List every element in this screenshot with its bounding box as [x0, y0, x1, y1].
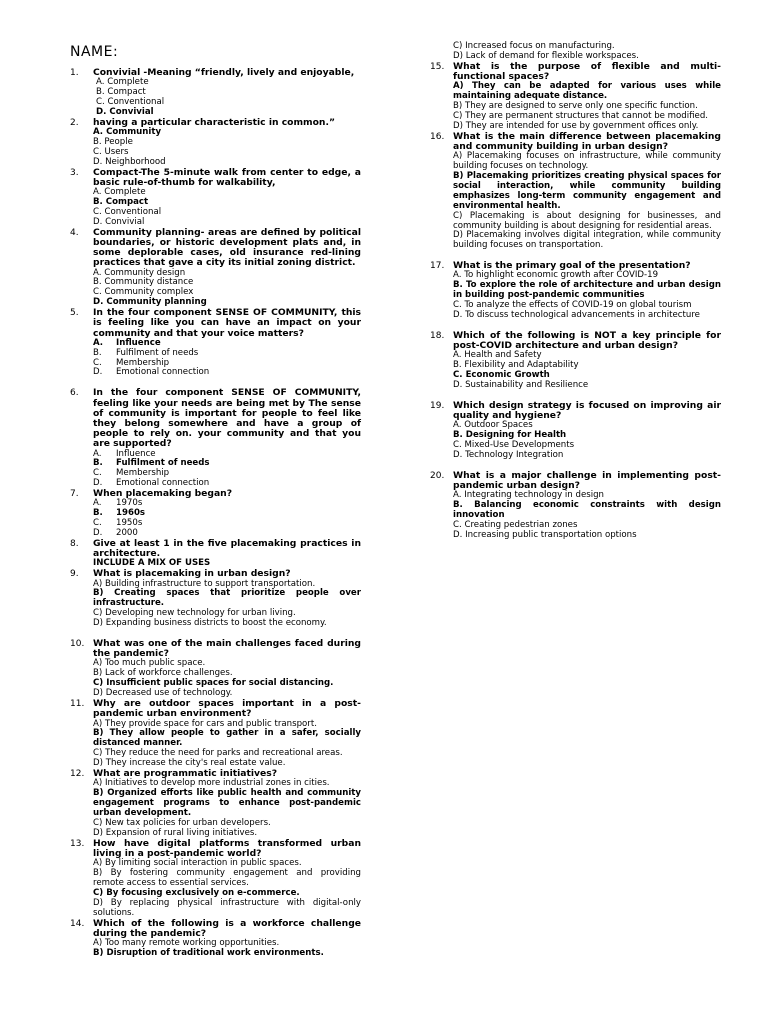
option-text: 1950s: [116, 518, 143, 529]
question-item: [70, 919, 361, 959]
answer-option: D. Sustainability and Resilience: [453, 380, 589, 391]
question-item: [430, 331, 721, 391]
answer-option: A) Placemaking focuses on infrastructure, while community building focuses on technology.: [453, 151, 721, 172]
answer-option: A. Complete: [93, 187, 146, 198]
question-text: What was one of the main challenges faced during the pandemic?: [93, 638, 361, 660]
question-number: 18.: [430, 330, 445, 341]
answer-option: B) They allow people to gather in a safer, socially distanced manner.: [93, 728, 361, 749]
answer-option: D) They are intended for use by government offices only.: [453, 120, 699, 131]
question-item: [70, 569, 361, 629]
answer-option: A) Initiatives to develop more industrial zones in cities.: [93, 778, 330, 789]
question-item: [70, 388, 361, 489]
answer-option: INCLUDE A MIX OF USES: [93, 558, 211, 569]
answer-option: B. Balancing economic constraints with design innovation: [453, 500, 721, 521]
answer-option: B. Community distance: [93, 277, 194, 288]
answer-option: D. Convivial: [93, 216, 145, 227]
question-number: 1.: [70, 68, 79, 78]
question-number: 10.: [70, 639, 85, 650]
question-text: Convivial -Meaning “friendly, lively and enjoyable,: [93, 67, 355, 78]
option-letter: C.: [93, 468, 102, 479]
question-text: Which of the following is a workforce challenge during the pandemic?: [93, 917, 361, 939]
answer-option: C) Developing new technology for urban living.: [93, 608, 296, 619]
answer-option: A) By limiting social interaction in public spaces.: [93, 858, 302, 869]
question-number: 8.: [70, 539, 79, 550]
question-item: [70, 68, 361, 118]
question-number: 20.: [430, 471, 445, 482]
answer-option: C) Increased focus on manufacturing.: [453, 41, 615, 51]
answer-option: A. Health and Safety: [453, 350, 542, 361]
question-item: [430, 401, 721, 461]
question-number: 15.: [430, 61, 445, 72]
answer-option: A) Building infrastructure to support transportation.: [93, 578, 316, 589]
answer-option: B) By fostering community engagement and providing remote access to essential services.: [93, 868, 361, 888]
answer-option: [93, 368, 361, 378]
option-text: Influence: [116, 448, 156, 459]
question-number: 19.: [430, 400, 445, 411]
answer-option: D) They increase the city's real estate value.: [93, 758, 286, 769]
answer-option: A. Integrating technology in design: [453, 490, 604, 501]
answer-option: A. Community: [93, 127, 162, 138]
question-item: [70, 699, 361, 769]
answer-option: B. To explore the role of architecture and urban design in building post-pandemic communities: [453, 280, 721, 301]
question-item: [430, 261, 721, 321]
option-letter: B.: [93, 458, 103, 469]
answer-option: D) Lack of demand for flexible workspaces.: [453, 50, 639, 61]
question-text: What is placemaking in urban design?: [93, 568, 291, 580]
question-item: [70, 228, 361, 308]
question-number: 5.: [70, 308, 79, 319]
answer-option: C) They are permanent structures that cannot be modified.: [453, 110, 709, 121]
question-item: [70, 839, 361, 919]
question-number: 13.: [70, 838, 85, 849]
page-title: NAME:: [70, 44, 119, 60]
answer-option: B. Designing for Health: [453, 430, 567, 441]
answer-option: A) They can be adapted for various uses while maintaining adequate distance.: [453, 81, 721, 102]
answer-option: C. Economic Growth: [453, 370, 550, 381]
answer-option: D. Increasing public transportation options: [453, 530, 637, 541]
option-letter: C.: [93, 518, 102, 529]
option-letter: A.: [93, 337, 104, 348]
option-text: 2000: [116, 528, 138, 539]
answer-option: C. Community complex: [93, 287, 194, 298]
answer-option: B. People: [93, 136, 133, 147]
answer-option: B. Compact: [96, 87, 146, 98]
answer-option: C. To analyze the effects of COVID-19 on global tourism: [453, 300, 692, 311]
question-item: [430, 62, 721, 132]
option-letter: D.: [93, 367, 103, 378]
question-number: 7.: [70, 489, 79, 500]
answer-option: A. Community design: [93, 267, 186, 278]
question-text: How have digital platforms transformed urban living in a post-pandemic world?: [93, 837, 361, 859]
option-text: Emotional connection: [116, 367, 210, 378]
question-item: [70, 539, 361, 569]
answer-option: C. Conventional: [96, 97, 165, 108]
question-number: 3.: [70, 167, 79, 178]
option-text: Membership: [116, 357, 170, 368]
answer-option: B) Lack of workforce challenges.: [93, 668, 233, 679]
question-number: 2.: [70, 117, 79, 128]
question-text: Community planning- areas are defined by political boundaries, or historic development plats and, in some deplorable cases, old insurance red-lining practices that gave a city its initial zoning district.: [93, 226, 361, 269]
question-item: [430, 132, 721, 251]
option-letter: B.: [93, 347, 102, 358]
question-item: [70, 168, 361, 228]
question-text: Which of the following is NOT a key principle for post-COVID architecture and urban design?: [453, 329, 721, 352]
question-item: [70, 308, 361, 378]
question-number: 16.: [430, 131, 445, 142]
question-number: 9.: [70, 569, 79, 580]
question-text: In the four component SENSE OF COMMUNITY, this is feeling like you can have an impact on your community and that your voice matters?: [93, 307, 361, 339]
question-text: Which design strategy is focused on improving air quality and hygiene?: [453, 399, 721, 422]
question-number: 12.: [70, 769, 85, 780]
answer-option: D) Expanding business districts to boost the economy.: [93, 618, 327, 629]
question-item: [70, 489, 361, 539]
answer-option: C. Conventional: [93, 206, 162, 217]
answer-option: B) Creating spaces that prioritize people over infrastructure.: [93, 588, 361, 609]
option-text: Fulfilment of needs: [116, 458, 210, 469]
answer-option: C. Users: [93, 146, 129, 157]
answer-option: B) Placemaking prioritizes creating physical spaces for social interaction, while community building emphasizes long-term community engagement and environmental health.: [453, 170, 721, 211]
answer-option: D. Technology Integration: [453, 450, 564, 461]
option-text: Membership: [116, 468, 170, 479]
question-text: In the four component SENSE OF COMMUNITY, feeling like your needs are being met by The sense of community is important for people to feel like they belong somewhere and have a group of people to rely on. your community and that you are supported?: [93, 387, 361, 450]
option-letter: D.: [93, 478, 103, 489]
answer-option: B) Disruption of traditional work environments.: [93, 947, 324, 958]
answer-option: D) Decreased use of technology.: [93, 688, 233, 699]
option-text: 1960s: [116, 508, 146, 519]
option-text: 1970s: [116, 498, 143, 509]
question-text: Give at least 1 in the five placemaking practices in architecture.: [93, 538, 361, 560]
answer-option: D. Convivial: [96, 106, 154, 117]
option-letter: D.: [93, 528, 103, 539]
answer-option: D. To discuss technological advancements in architecture: [453, 310, 700, 321]
question-text: What is the purpose of flexible and multi-functional spaces?: [453, 60, 721, 83]
answer-option: D. Neighborhood: [93, 156, 166, 167]
option-letter: C.: [93, 357, 102, 368]
answer-option: D) Placemaking involves digital integration, while community building focuses on transportation.: [453, 230, 721, 251]
answer-option: A. To highlight economic growth after COVID-19: [453, 270, 659, 281]
option-text: Fulfilment of needs: [116, 347, 199, 358]
answer-option: D. Community planning: [93, 297, 207, 308]
question-text: Compact-The 5-minute walk from center to edge, a basic rule-of-thumb for walkability,: [93, 166, 361, 188]
question-item: [430, 471, 721, 541]
answer-option: C. Creating pedestrian zones: [453, 520, 578, 531]
answer-option: C) New tax policies for urban developers.: [93, 817, 271, 828]
question-number: 17.: [430, 261, 445, 272]
question-text: What is the primary goal of the presentation?: [453, 260, 691, 272]
question-text: Why are outdoor spaces important in a post-pandemic urban environment?: [93, 698, 361, 720]
right-column: [430, 42, 721, 541]
answer-option: B. Compact: [93, 196, 149, 207]
answer-option: A) They provide space for cars and public transport.: [93, 718, 317, 729]
question-text: What is the main difference between placemaking and community building in urban design?: [453, 130, 721, 152]
question-item: [70, 769, 361, 839]
answer-option: A. Outdoor Spaces: [453, 420, 533, 431]
left-column: [70, 68, 361, 959]
answer-option: A) Too many remote working opportunities.: [93, 937, 280, 948]
question-number: 14.: [70, 918, 85, 929]
option-letter: B.: [93, 508, 103, 519]
question-item: [70, 639, 361, 699]
question-number: 4.: [70, 227, 79, 238]
option-letter: A.: [93, 498, 102, 509]
answer-option: B) Organized efforts like public health and community engagement programs to enhance post-pandemic urban development.: [93, 788, 361, 818]
question-item: [70, 118, 361, 168]
question-number: 6.: [70, 388, 79, 399]
answer-option: A) Too much public space.: [93, 658, 206, 669]
answer-option: C) Insufficient public spaces for social distancing.: [93, 678, 334, 689]
question-text: When placemaking began?: [93, 488, 233, 500]
option-text: Influence: [116, 337, 161, 348]
answer-option: D) Expansion of rural living initiatives.: [93, 827, 258, 838]
answer-option: C) They reduce the need for parks and recreational areas.: [93, 748, 343, 759]
answer-option: C. Mixed-Use Developments: [453, 440, 575, 451]
answer-option: C) Placemaking is about designing for businesses, and community building is about designing for residential areas.: [453, 210, 721, 231]
answer-option: B. Flexibility and Adaptability: [453, 360, 579, 371]
option-text: Emotional connection: [116, 478, 210, 489]
answer-option: D) By replacing physical infrastructure with digital-only solutions.: [93, 897, 361, 918]
option-letter: A.: [93, 448, 102, 459]
answer-option: B) They are designed to serve only one specific function.: [453, 101, 698, 112]
answer-option: A. Complete: [96, 77, 149, 88]
question-text: What is a major challenge in implementing post-pandemic urban design?: [453, 470, 721, 492]
question-text: What are programmatic initiatives?: [93, 768, 278, 780]
question-text: having a particular characteristic in common.”: [93, 116, 336, 128]
answer-option: C) By focusing exclusively on e-commerce.: [93, 887, 300, 898]
question-number: 11.: [70, 699, 85, 710]
